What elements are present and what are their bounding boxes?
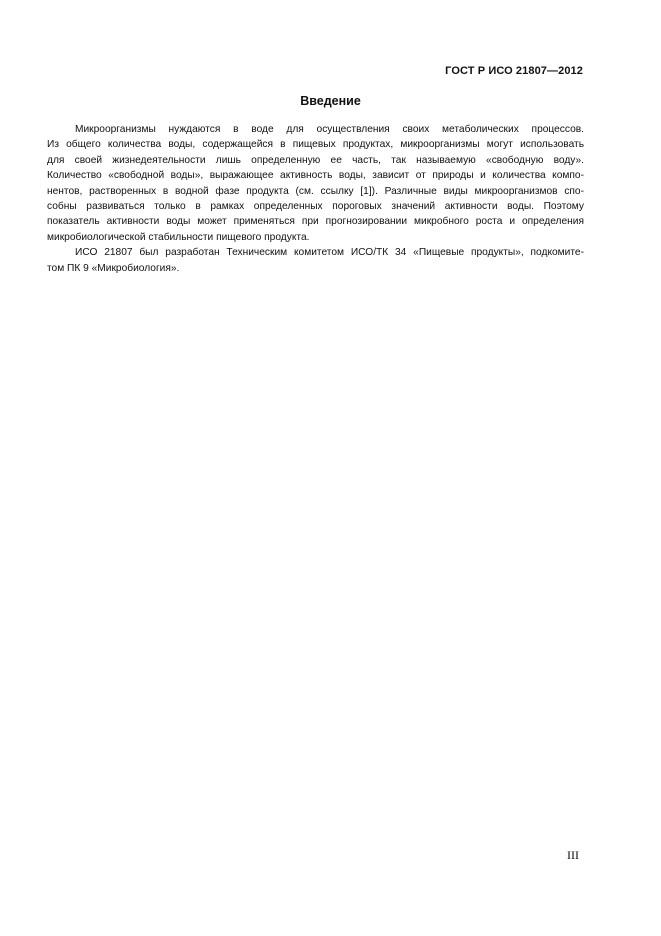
document-code-header: ГОСТ Р ИСО 21807—2012 [445, 65, 583, 77]
paragraph-1 [47, 122, 584, 245]
paragraph-1-line-1: Микроорганизмы нуждаются в воде для осуществления своих метаболических процессов. [75, 124, 584, 135]
paragraph-1-line-5: нентов, растворенных в водной фазе продукта (см. ссылку [1]). Различные виды микроорганизмов спо- [47, 185, 584, 197]
section-title: Введение [300, 94, 361, 108]
paragraph-1-line-6: собны развиваться только в рамках определенных пороговых значений активности воды. Поэтому [47, 201, 584, 213]
introduction-body [47, 122, 584, 276]
paragraph-1-line-7: показатель активности воды может применяться при прогнозировании микробного роста и определения [47, 216, 584, 228]
paragraph-1-line-3: для своей жизнедеятельности лишь определенную ее часть, так называемую «свободную воду». [47, 154, 584, 166]
paragraph-1-line-4: Количество «свободной воды», выражающее активность воды, зависит от природы и количества компо- [47, 170, 584, 182]
paragraph-2-line-2: том ПК 9 «Микробиология». [47, 262, 180, 274]
paragraph-1-line-8: микробиологической стабильности пищевого продукта. [47, 231, 310, 243]
paragraph-2-line-1: ИСО 21807 был разработан Техническим комитетом ИСО/ТК 34 «Пищевые продукты», подкомите- [75, 247, 584, 259]
paragraph-2 [47, 245, 584, 276]
paragraph-1-line-2: Из общего количества воды, содержащейся в пищевых продуктах, микроорганизмы могут использовать [47, 139, 584, 151]
page-number: III [567, 848, 579, 862]
